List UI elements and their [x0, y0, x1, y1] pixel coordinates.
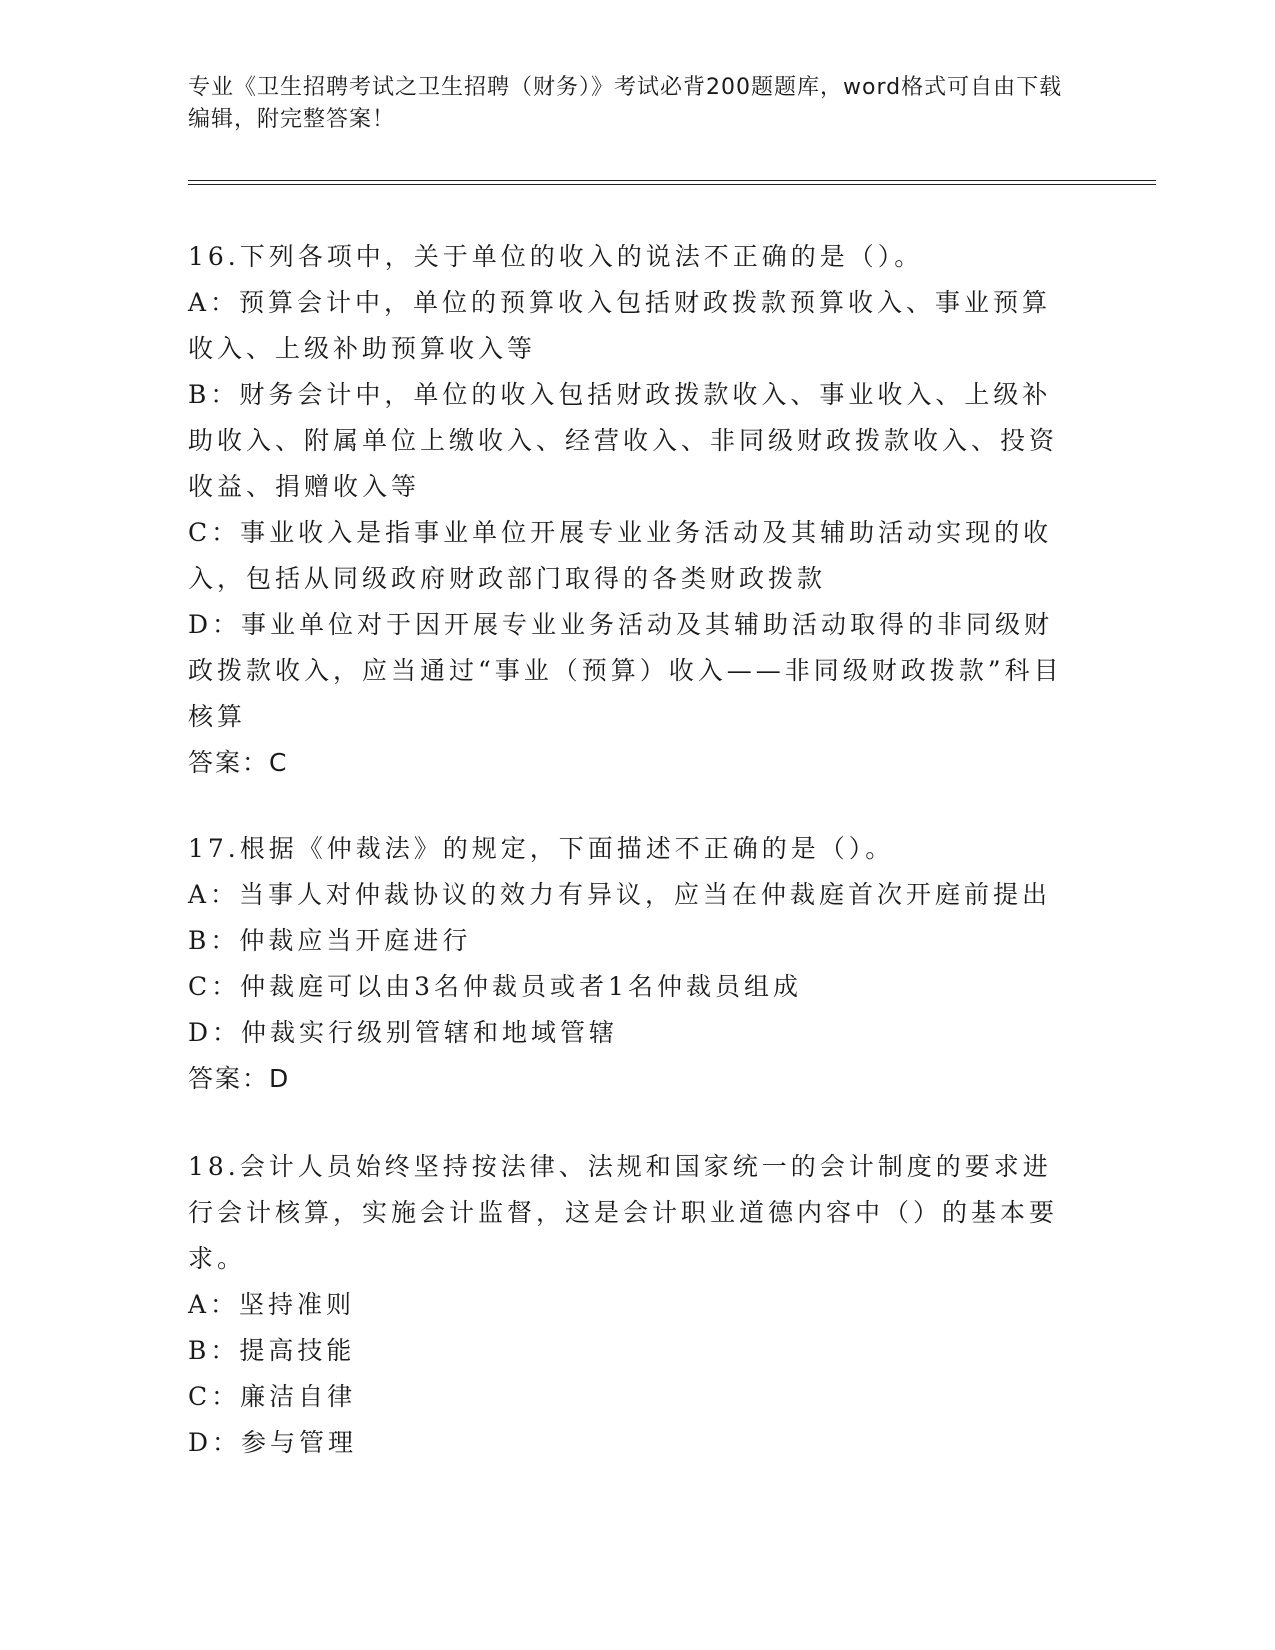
- question-17: [188, 826, 1078, 1102]
- option-a: A：预算会计中，单位的预算收入包括财政拨款预算收入、事业预算收入、上级补助预算收入等: [188, 288, 1052, 363]
- question-18: [188, 1144, 1078, 1466]
- option-a: A：当事人对仲裁协议的效力有异议，应当在仲裁庭首次开庭前提出: [188, 880, 1052, 909]
- question-stem: 16.下列各项中，关于单位的收入的说法不正确的是（）。: [188, 242, 924, 271]
- option-d: D：参与管理: [188, 1428, 358, 1457]
- option-d: D：仲裁实行级别管辖和地域管辖: [188, 1018, 619, 1047]
- answer-line: 答案：C: [188, 748, 289, 777]
- option-b: B：财务会计中，单位的收入包括财政拨款收入、事业收入、上级补助收入、附属单位上缴收入、经营收入、非同级财政拨款收入、投资收益、捐赠收入等: [188, 380, 1059, 501]
- question-stem: 17.根据《仲裁法》的规定，下面描述不正确的是（）。: [188, 834, 895, 863]
- document-header: 专业《卫生招聘考试之卫生招聘（财务）》考试必背200题题库，word格式可自由下载编辑，附完整答案！: [188, 75, 1063, 132]
- question-16: [188, 234, 1078, 786]
- option-c: C：廉洁自律: [188, 1382, 357, 1411]
- header-divider-top: [188, 180, 1156, 181]
- option-c: C：仲裁庭可以由3名仲裁员或者1名仲裁员组成: [188, 972, 802, 1001]
- question-stem: 18.会计人员始终坚持按法律、法规和国家统一的会计制度的要求进行会计核算，实施会计监督，这是会计职业道德内容中（）的基本要求。: [188, 1152, 1059, 1273]
- header-divider-bottom: [188, 184, 1156, 185]
- option-b: B：提高技能: [188, 1336, 356, 1365]
- answer-line: 答案：D: [188, 1064, 291, 1093]
- option-a: A：坚持准则: [188, 1290, 356, 1319]
- option-b: B：仲裁应当开庭进行: [188, 926, 472, 955]
- option-c: C：事业收入是指事业单位开展专业业务活动及其辅助活动实现的收入，包括从同级政府财政部门取得的各类财政拨款: [188, 518, 1053, 593]
- option-d: D：事业单位对于因开展专业业务活动及其辅助活动取得的非同级财政拨款收入，应当通过“事业（预算）收入——非同级财政拨款”科目核算: [188, 610, 1063, 731]
